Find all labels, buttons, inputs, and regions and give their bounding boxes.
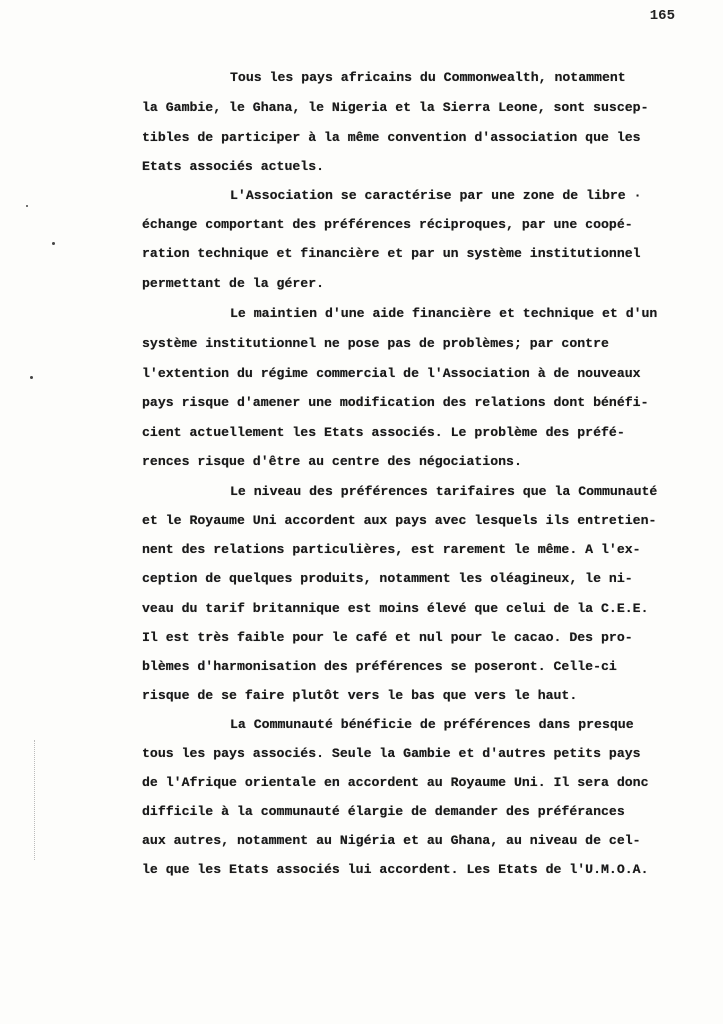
text-line: Le niveau des préférences tarifaires que la Communauté — [230, 484, 658, 499]
text-line: le que les Etats associés lui accordent. Les Etats de l'U.M.O.A. — [142, 862, 649, 877]
text-line: veau du tarif britannique est moins élevé que celui de la C.E.E. — [142, 601, 649, 616]
text-line: ception de quelques produits, notamment les oléagineux, le ni- — [142, 571, 633, 586]
scan-speck — [52, 242, 55, 245]
text-line: cient actuellement les Etats associés. Le problème des préfé- — [142, 425, 625, 440]
text-line: l'extention du régime commercial de l'Association à de nouveaux — [142, 366, 641, 381]
text-line: tibles de participer à la même convention d'association que les — [142, 130, 641, 145]
text-line: Il est très faible pour le café et nul pour le cacao. Des pro- — [142, 630, 633, 645]
text-line: système institutionnel ne pose pas de problèmes; par contre — [142, 336, 609, 351]
text-line: de l'Afrique orientale en accordent au Royaume Uni. Il sera donc — [142, 775, 649, 790]
text-line: Tous les pays africains du Commonwealth, notamment — [230, 70, 626, 85]
text-line: Etats associés actuels. — [142, 159, 325, 174]
page-number: 165 — [649, 8, 675, 24]
text-line: nent des relations particulières, est rarement le même. A l'ex- — [142, 542, 641, 557]
text-line: difficile à la communauté élargie de demander des préférances — [142, 804, 625, 819]
text-line: L'Association se caractérise par une zone de libre · — [230, 188, 642, 203]
text-line: blèmes d'harmonisation des préférences se poseront. Celle-ci — [142, 659, 617, 674]
text-line: permettant de la gérer. — [142, 276, 325, 291]
text-line: et le Royaume Uni accordent aux pays avec lesquels ils entretien- — [142, 513, 657, 528]
scan-edge-artifact — [34, 740, 37, 860]
text-line: aux autres, notamment au Nigéria et au Ghana, au niveau de cel- — [142, 833, 641, 848]
scan-speck — [30, 376, 33, 379]
scan-speck — [26, 205, 28, 207]
text-line: Le maintien d'une aide financière et technique et d'un — [230, 306, 658, 321]
text-line: pays risque d'amener une modification des relations dont bénéfi- — [142, 395, 649, 410]
text-line: rences risque d'être au centre des négociations. — [142, 454, 522, 469]
text-line: ration technique et financière et par un système institutionnel — [142, 246, 641, 261]
text-line: échange comportant des préférences réciproques, par une coopé- — [142, 217, 633, 232]
text-line: La Communauté bénéficie de préférences dans presque — [230, 717, 634, 732]
text-line: risque de se faire plutôt vers le bas que vers le haut. — [142, 688, 578, 703]
text-line: tous les pays associés. Seule la Gambie et d'autres petits pays — [142, 746, 641, 761]
text-line: la Gambie, le Ghana, le Nigeria et la Sierra Leone, sont suscep- — [142, 100, 649, 115]
